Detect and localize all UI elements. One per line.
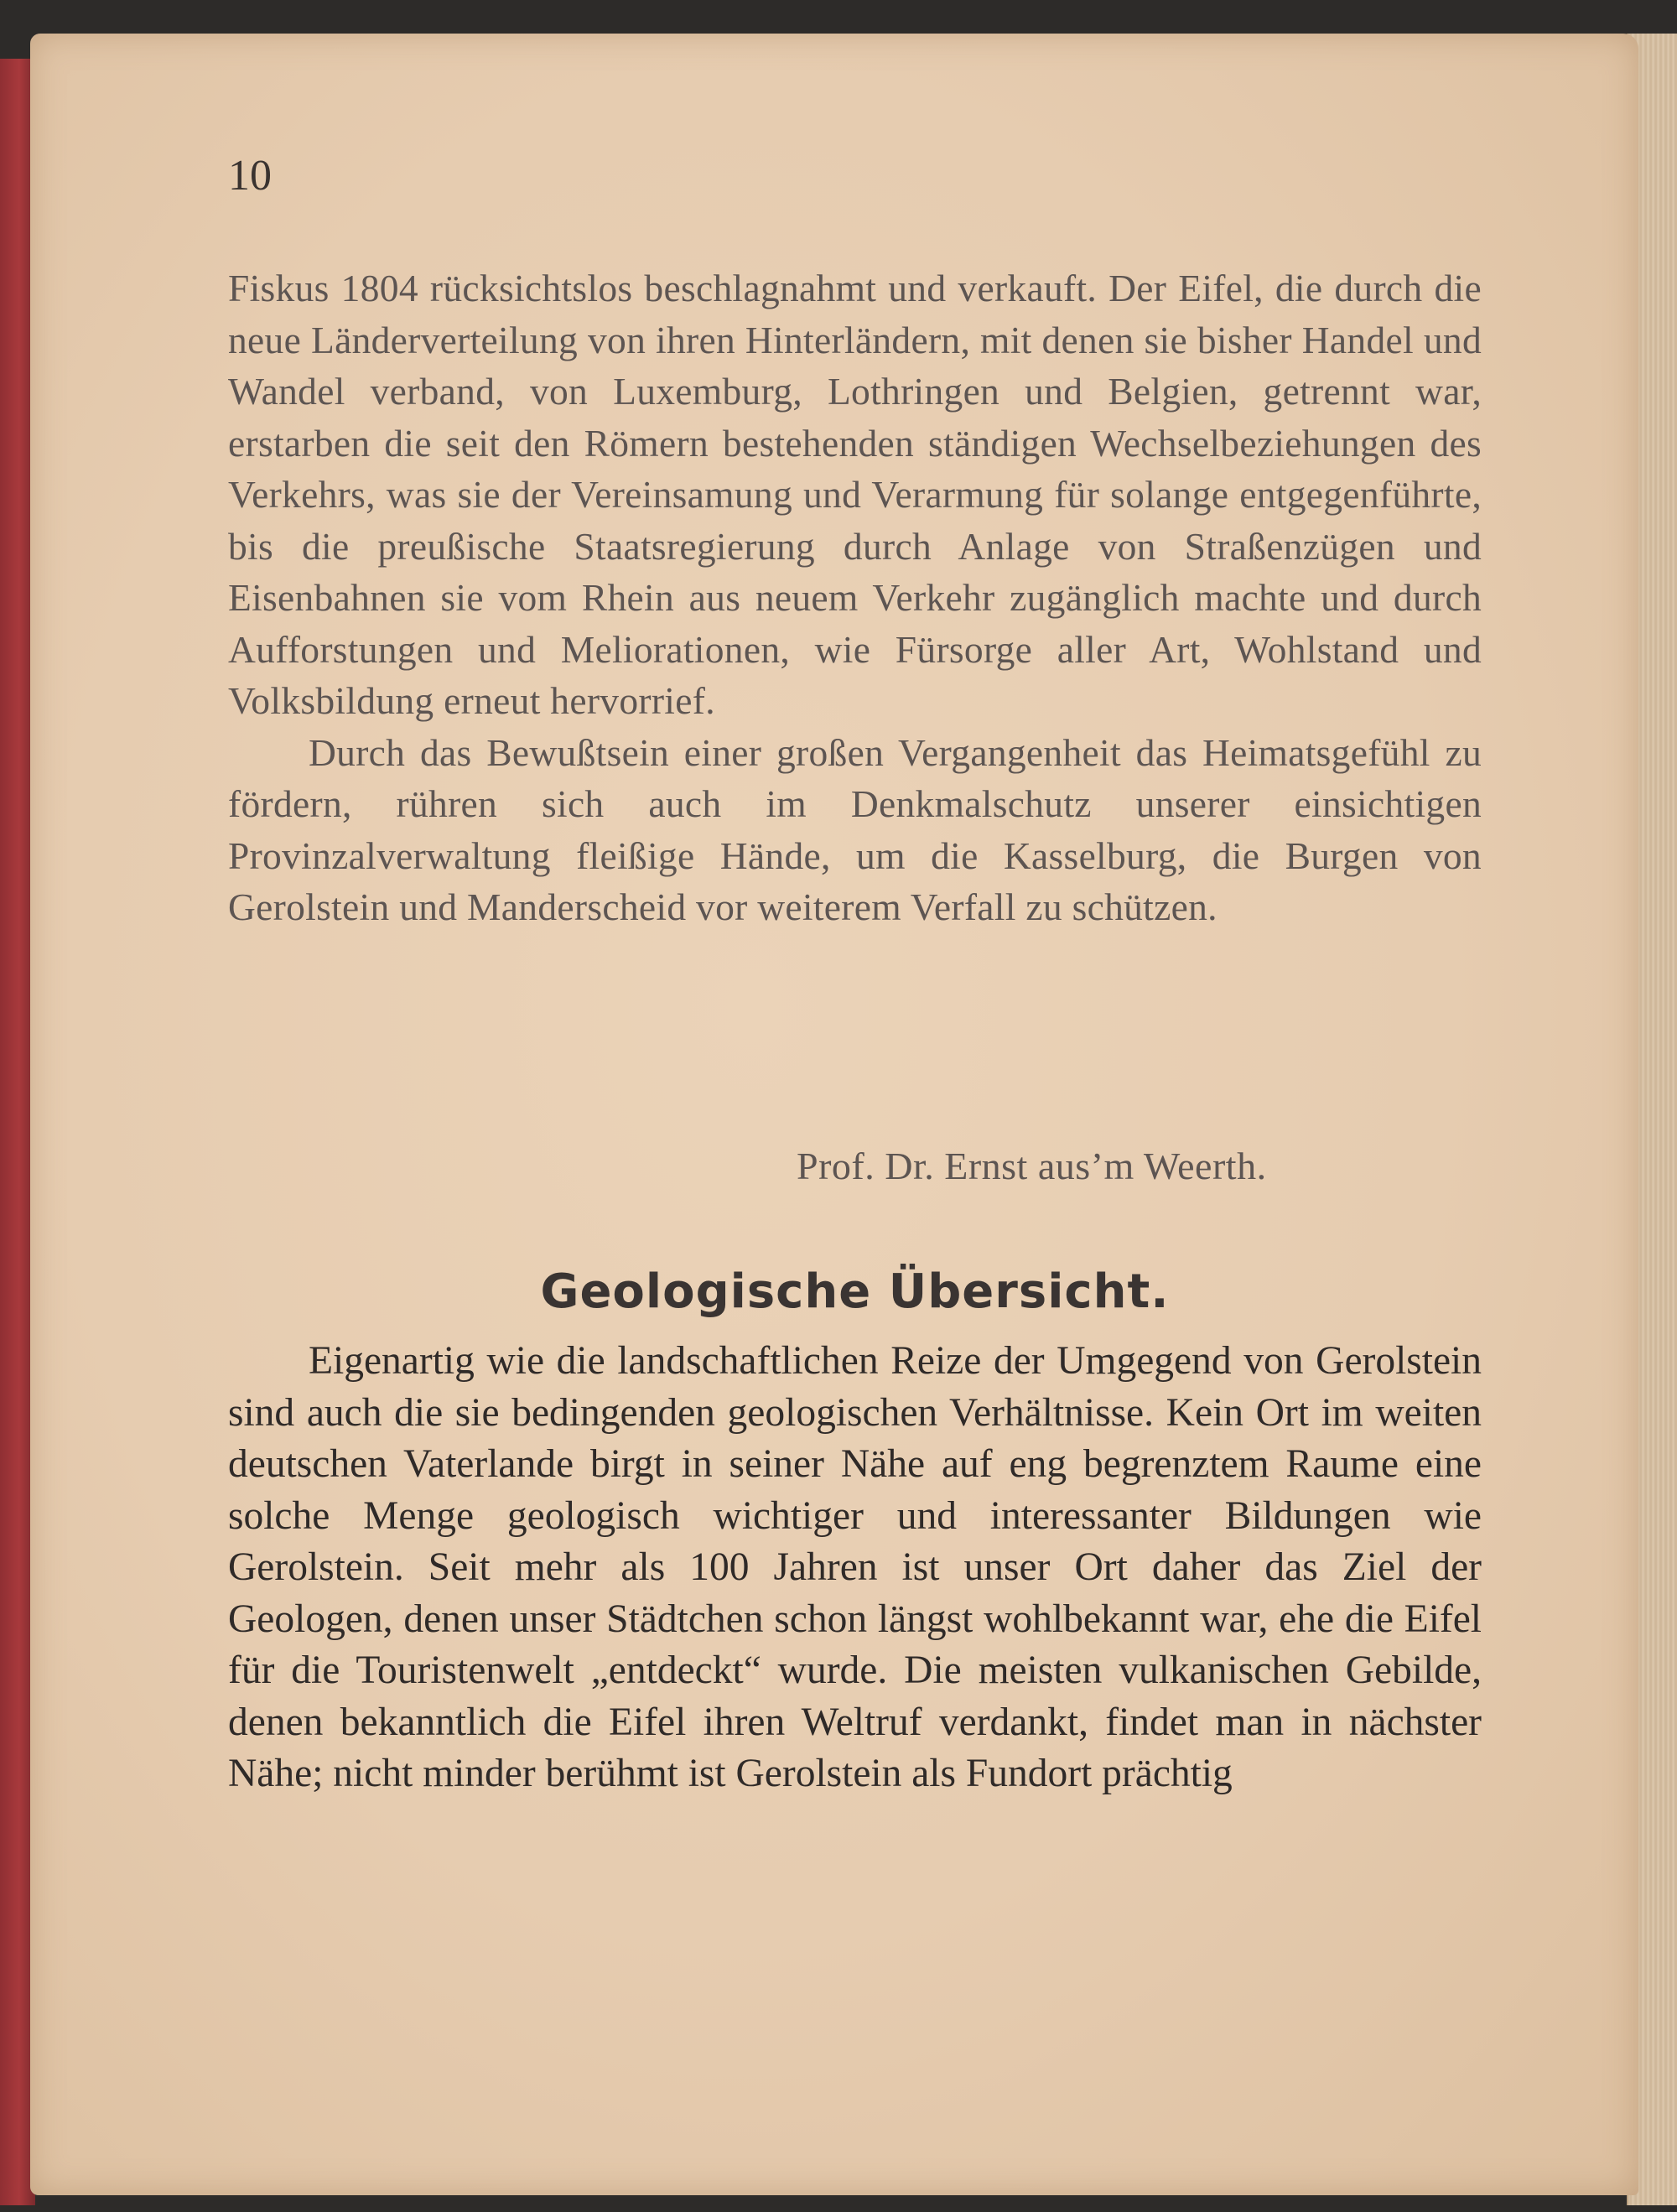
section-paragraph: Eigenartig wie die landschaftlichen Reize der Umgegend von Gerolstein sind auch die sie bedingenden geologischen Verhältnisse. Kein Ort im weiten deutschen Vaterlande birgt in seiner Nähe auf eng begrenztem Raume eine solche Menge geologisch wichtiger und interessanter Bildungen wie Gerolstein. Seit mehr als 100 Jahren ist unser Ort daher das Ziel der Geologen, denen unser Städtchen schon längst wohlbekannt war, ehe die Eifel für die Touristenwelt „entdeckt“ wurde. Die meisten vulkanischen Gebilde, denen bekanntlich die Eifel ihren Weltruf verdankt, findet man in nächster Nähe; nicht minder berühmt ist Gerolstein als Fundort prächtig bbox=[228, 1339, 1482, 1795]
section-body bbox=[228, 1336, 1482, 1800]
page-number: 10 bbox=[228, 152, 272, 200]
author-signature: Prof. Dr. Ernst aus’m Weerth. bbox=[797, 1145, 1267, 1187]
previous-article-text bbox=[228, 262, 1482, 933]
section-heading: Geologische Übersicht. bbox=[540, 1264, 1170, 1319]
paragraph-2: Durch das Bewußtsein einer großen Vergangenheit das Heimatsgefühl zu fördern, rühren sich auch im Denkmalschutz unserer einsichtigen Provinzalverwaltung fleißige Hände, um die Kasselburg, die Burgen von Gerolstein und Manderscheid vor weiterem Verfall zu schützen. bbox=[228, 730, 1482, 928]
paragraph-1: Fiskus 1804 rücksichtslos beschlagnahmt und verkauft. Der Eifel, die durch die neue Länderverteilung von ihren Hinterländern, mit denen sie bisher Handel und Wandel verband, von Luxemburg, Lothringen und Belgien, getrennt war, erstarben die seit den Römern bestehenden ständigen Wechselbeziehungen des Verkehrs, was sie der Vereinsamung und Verarmung für solange entgegenführte, bis die preußische Staatsregierung durch Anlage von Straßenzügen und Eisenbahnen sie vom Rhein aus neuem Verkehr zugänglich machte und durch Aufforstungen und Meliorationen, wie Fürsorge aller Art, Wohlstand und Volksbildung erneut hervorrief. bbox=[228, 267, 1482, 722]
